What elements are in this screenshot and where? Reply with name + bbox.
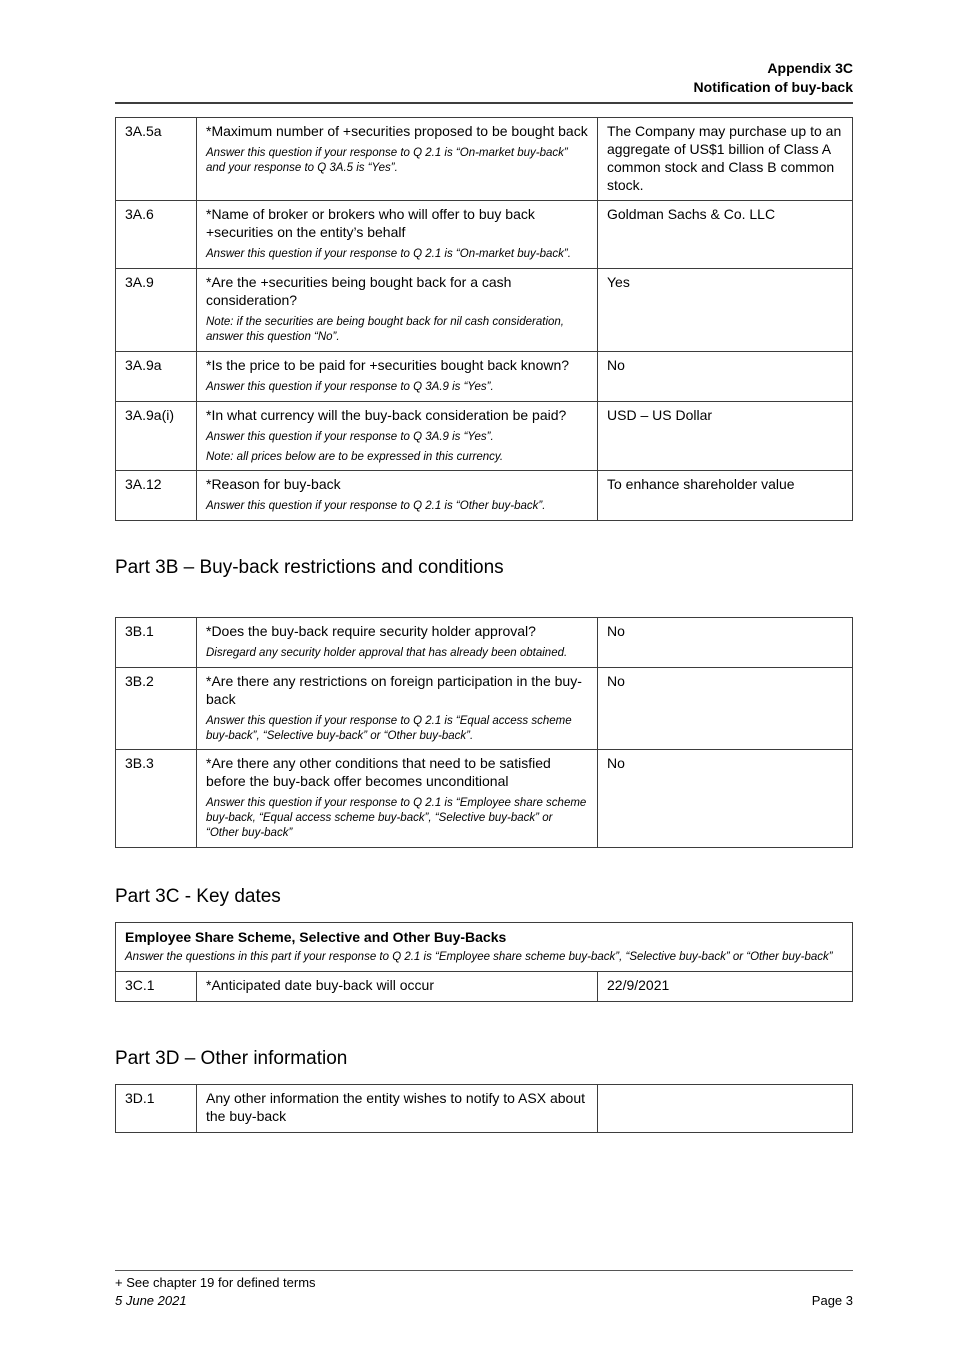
document-header [115, 59, 853, 97]
question-note: Answer this question if your response to Q 2.1 is “On-market buy-back” and your response to Q 3A.5 is “Yes”. [206, 146, 568, 174]
table-row [116, 117, 853, 201]
answer-cell: No [598, 617, 853, 667]
answer-cell: Goldman Sachs & Co. LLC [598, 201, 853, 269]
section-title-part3c: Part 3C - Key dates [115, 886, 281, 908]
question-note: Answer this question if your response to Q 2.1 is “Other buy-back”. [206, 500, 546, 513]
question-text: *Does the buy-back require security holder approval? [206, 622, 536, 639]
question-cell [197, 667, 598, 750]
question-id: 3A.6 [116, 201, 197, 269]
question-cell [197, 750, 598, 848]
table-row [116, 1085, 853, 1133]
question-id: 3B.2 [116, 667, 197, 750]
question-text: *Maximum number of +securities proposed to be bought back [206, 122, 588, 139]
question-id: 3A.5a [116, 117, 197, 201]
part3a-table [115, 117, 853, 522]
question-text: Any other information the entity wishes to notify to ASX about the buy-back [206, 1090, 585, 1125]
answer-cell: No [598, 667, 853, 750]
question-id: 3A.12 [116, 471, 197, 521]
question-cell [197, 117, 598, 201]
part3c-banner-note: Answer the questions in this part if your response to Q 2.1 is “Employee share scheme buy-back”, “Selective buy-back” or “Other buy-back” [125, 950, 833, 963]
question-note: Answer this question if your response to Q 2.1 is “On-market buy-back”. [206, 248, 571, 261]
answer-cell: 22/9/2021 [598, 971, 853, 1001]
page-number: Page 3 [811, 1292, 853, 1308]
section-title-part3d: Part 3D – Other information [115, 1047, 348, 1069]
question-cell [197, 471, 598, 521]
question-id: 3D.1 [116, 1085, 197, 1133]
table-row [116, 351, 853, 401]
footer-divider [115, 1270, 853, 1271]
answer-cell: No [598, 750, 853, 848]
answer-cell: To enhance shareholder value [598, 471, 853, 521]
question-note: Note: all prices below are to be expressed in this currency. [206, 450, 504, 463]
question-cell [197, 201, 598, 269]
answer-cell [598, 1085, 853, 1133]
question-text: *Are there any other conditions that need to be satisfied before the buy-back offer becomes unconditional [206, 755, 551, 790]
question-cell [197, 1085, 598, 1133]
footer-meta [115, 1293, 853, 1310]
footer-date: 5 June 2021 [115, 1292, 187, 1308]
answer-cell: The Company may purchase up to an aggregate of US$1 billion of Class A common stock and Class B common stock. [598, 117, 853, 201]
question-note: Answer this question if your response to Q 2.1 is “Equal access scheme buy-back”, “Selective buy-back” or “Other buy-back”. [206, 714, 572, 742]
question-note: Answer this question if your response to Q 3A.9 is “Yes”. [206, 430, 494, 443]
header-divider [115, 102, 853, 104]
question-text: *Are there any restrictions on foreign participation in the buy-back [206, 672, 582, 707]
question-id: 3A.9a [116, 351, 197, 401]
part3d-table [115, 1084, 853, 1133]
table-row [116, 471, 853, 521]
question-cell [197, 269, 598, 352]
table-row [116, 750, 853, 848]
question-id: 3B.3 [116, 750, 197, 848]
part3b-table [115, 617, 853, 848]
question-note: Disregard any security holder approval that has already been obtained. [206, 646, 568, 659]
table-row [116, 617, 853, 667]
table-row [116, 269, 853, 352]
page-footer [115, 1270, 853, 1310]
question-cell [197, 351, 598, 401]
table-row [116, 971, 853, 1001]
table-row [116, 201, 853, 269]
table-row [116, 667, 853, 750]
question-text: *Reason for buy-back [206, 476, 341, 493]
question-id: 3A.9 [116, 269, 197, 352]
question-note: Note: if the securities are being bought back for nil cash consideration, answer this question “No”. [206, 315, 564, 343]
document-title: Notification of buy-back [693, 78, 853, 95]
question-cell [197, 971, 598, 1001]
question-id: 3A.9a(i) [116, 401, 197, 471]
part3c-banner-row [116, 922, 853, 971]
part3c-table [115, 922, 853, 1002]
table-row [116, 401, 853, 471]
question-text: *Is the price to be paid for +securities bought back known? [206, 356, 570, 373]
question-id: 3B.1 [116, 617, 197, 667]
question-text: *Name of broker or brokers who will offer to buy back +securities on the entity’s behalf [206, 206, 535, 241]
answer-cell: USD – US Dollar [598, 401, 853, 471]
question-cell [197, 617, 598, 667]
question-text: *Anticipated date buy-back will occur [206, 976, 435, 993]
answer-cell: No [598, 351, 853, 401]
part3c-banner-cell [116, 922, 853, 971]
question-note: Answer this question if your response to Q 2.1 is “Employee share scheme buy-back, “Equal access scheme buy-back”, “Selective buy-back” or “Other buy-back” [206, 797, 587, 840]
appendix-title: Appendix 3C [767, 60, 853, 76]
section-title-part3b: Part 3B – Buy-back restrictions and conditions [115, 557, 504, 579]
question-cell [197, 401, 598, 471]
question-note: Answer this question if your response to Q 3A.9 is “Yes”. [206, 380, 494, 393]
question-text: *Are the +securities being bought back for a cash consideration? [206, 274, 512, 309]
defined-terms-note: + See chapter 19 for defined terms [115, 1275, 316, 1290]
part3c-banner-title: Employee Share Scheme, Selective and Other Buy-Backs [125, 928, 507, 945]
question-id: 3C.1 [116, 971, 197, 1001]
answer-cell: Yes [598, 269, 853, 352]
question-text: *In what currency will the buy-back consideration be paid? [206, 406, 567, 423]
